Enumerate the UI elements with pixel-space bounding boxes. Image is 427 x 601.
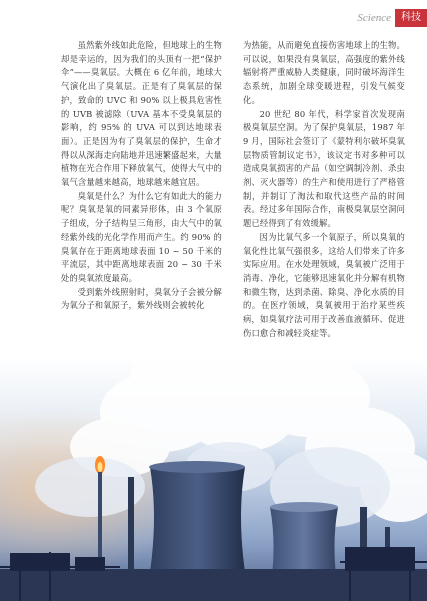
industrial-smokestacks-photo bbox=[0, 357, 427, 601]
paragraph: 因为比氧气多一个氧原子，所以臭氧的氧化性比氧气强很多，这给人们带来了许多实际应用。在水处理领域，臭氧被广泛用于消毒、净化，它能够迅速氧化并分解有机物和微生物，达到杀菌、除臭、净化水质的目的。在医疗领域，臭氧被用于治疗某些疾病，如臭氧疗法可用于改善血液循环、促进伤口愈合和减轻炎症等。 bbox=[243, 231, 405, 338]
paragraph: 臭氧是什么？为什么它有如此大的能力呢？臭氧是氧的同素异形体，由 3 个氧原子组成，分子结构呈三角形，由大气中的氧经紫外线的光化学作用而产生。约 90% 的臭氧存在于距离地球表面 10 ~ 50 千米的平流层，其中距离地球表面 20 ~ 30 千米处的臭氧浓度最高。 bbox=[61, 190, 222, 283]
paragraph: 虽然紫外线如此危险，但地球上的生物却是幸运的，因为我们的头顶有一把“保护伞”——臭氧层。大概在 6 亿年前，地球大气演化出了臭氧层。正是有了臭氧层的保护，致命的 UVC 和 90% 以上极具危害性的 UVB 被滤除（UVA 基本不受臭氧层的影响，约 95% 的 UVA 可以到达地球表面）。正是因为有了臭氧层的保护，生命才得以从深海走向陆地并迅速繁盛起来，大量植物在光合作用下释放氧气，使得大气中的氧气含量越来越高，地球越来越宜居。 bbox=[61, 40, 222, 188]
left-column bbox=[61, 39, 222, 313]
section-header bbox=[357, 8, 427, 28]
section-tag: 科技 bbox=[395, 9, 427, 27]
section-label-science: Science bbox=[357, 12, 391, 24]
right-column bbox=[243, 39, 405, 340]
paragraph: 受到紫外线照射时，臭氧分子会被分解为氧分子和氧原子，紫外线则会被转化 bbox=[61, 286, 222, 311]
paragraph: 20 世纪 80 年代，科学家首次发现南极臭氧层空洞。为了保护臭氧层，1987 年 9 月，国际社会签订了《蒙特利尔破坏臭氧层物质管制议定书》，该议定书对多种可以造成臭氧损害的产品（如空调制冷剂、杀虫剂、灭火器等）的生产和使用进行了严格管制，并制订了淘汰和取代这些产品的时间表。经过多年国际合作，南极臭氧层空洞问题已经得到了有效缓解。 bbox=[243, 108, 405, 229]
paragraph: 为热能，从而避免直接伤害地球上的生物。可以说，如果没有臭氧层，高强度的紫外线辐射将严重威胁人类健康，同时破坏海洋生态系统，加剧全球变暖进程，引发气候变化。 bbox=[243, 40, 405, 105]
